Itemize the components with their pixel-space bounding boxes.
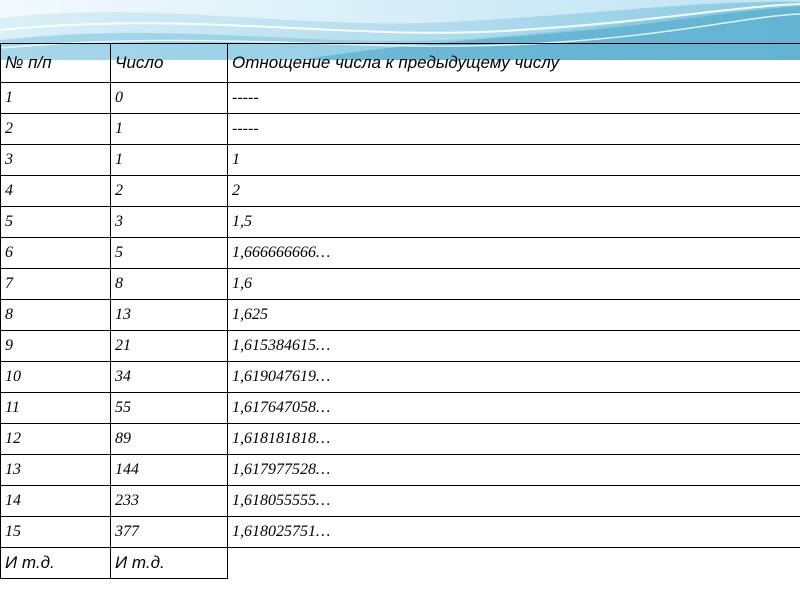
cell-index: 3 [1, 145, 111, 176]
cell-ratio: 1,625 [228, 300, 800, 331]
cell-ratio: ----- [228, 83, 800, 114]
cell-number: 5 [111, 238, 228, 269]
fibonacci-ratio-table [0, 43, 800, 579]
cell-ratio: 1,615384615… [228, 331, 800, 362]
cell-index: 12 [1, 424, 111, 455]
cell-ratio: ----- [228, 114, 800, 145]
cell-index: 11 [1, 393, 111, 424]
cell-number: 233 [111, 486, 228, 517]
cell-ratio: 1,618181818… [228, 424, 800, 455]
table-row [1, 207, 800, 238]
table-header-row [1, 44, 800, 83]
table-row [1, 517, 800, 548]
cell-number: 55 [111, 393, 228, 424]
cell-number: 1 [111, 145, 228, 176]
table-row [1, 238, 800, 269]
cell-number: 3 [111, 207, 228, 238]
table-row [1, 300, 800, 331]
cell-ratio: 1 [228, 145, 800, 176]
cell-index: 10 [1, 362, 111, 393]
cell-ratio: 1,618055555… [228, 486, 800, 517]
cell-number: 144 [111, 455, 228, 486]
cell-index: 14 [1, 486, 111, 517]
table-row [1, 486, 800, 517]
table-row [1, 424, 800, 455]
cell-ratio: 1,5 [228, 207, 800, 238]
cell-number: 21 [111, 331, 228, 362]
cell-index: 4 [1, 176, 111, 207]
cell-index: 13 [1, 455, 111, 486]
cell-number: 1 [111, 114, 228, 145]
cell-number: 2 [111, 176, 228, 207]
table-footer-row [1, 548, 800, 579]
cell-ratio: 1,6 [228, 269, 800, 300]
table-row [1, 455, 800, 486]
header-index: № п/п [1, 44, 111, 83]
cell-ratio: 1,618025751… [228, 517, 800, 548]
cell-number: 89 [111, 424, 228, 455]
footer-ratio [228, 548, 800, 579]
cell-index: 9 [1, 331, 111, 362]
table-row [1, 114, 800, 145]
cell-number: 0 [111, 83, 228, 114]
cell-number: 377 [111, 517, 228, 548]
cell-ratio: 2 [228, 176, 800, 207]
footer-index: И т.д. [1, 548, 111, 579]
table-row [1, 362, 800, 393]
cell-ratio: 1,619047619… [228, 362, 800, 393]
cell-index: 8 [1, 300, 111, 331]
table-row [1, 269, 800, 300]
cell-index: 5 [1, 207, 111, 238]
cell-ratio: 1,666666666… [228, 238, 800, 269]
cell-ratio: 1,617647058… [228, 393, 800, 424]
footer-number: И т.д. [111, 548, 228, 579]
table-row [1, 176, 800, 207]
cell-index: 7 [1, 269, 111, 300]
header-ratio: Отнощение числа к предыдущему числу [228, 44, 800, 83]
cell-index: 6 [1, 238, 111, 269]
cell-ratio: 1,617977528… [228, 455, 800, 486]
table-row [1, 393, 800, 424]
header-number: Число [111, 44, 228, 83]
cell-index: 2 [1, 114, 111, 145]
table-row [1, 145, 800, 176]
cell-number: 13 [111, 300, 228, 331]
cell-number: 34 [111, 362, 228, 393]
table-row [1, 83, 800, 114]
cell-index: 15 [1, 517, 111, 548]
cell-number: 8 [111, 269, 228, 300]
table-row [1, 331, 800, 362]
cell-index: 1 [1, 83, 111, 114]
